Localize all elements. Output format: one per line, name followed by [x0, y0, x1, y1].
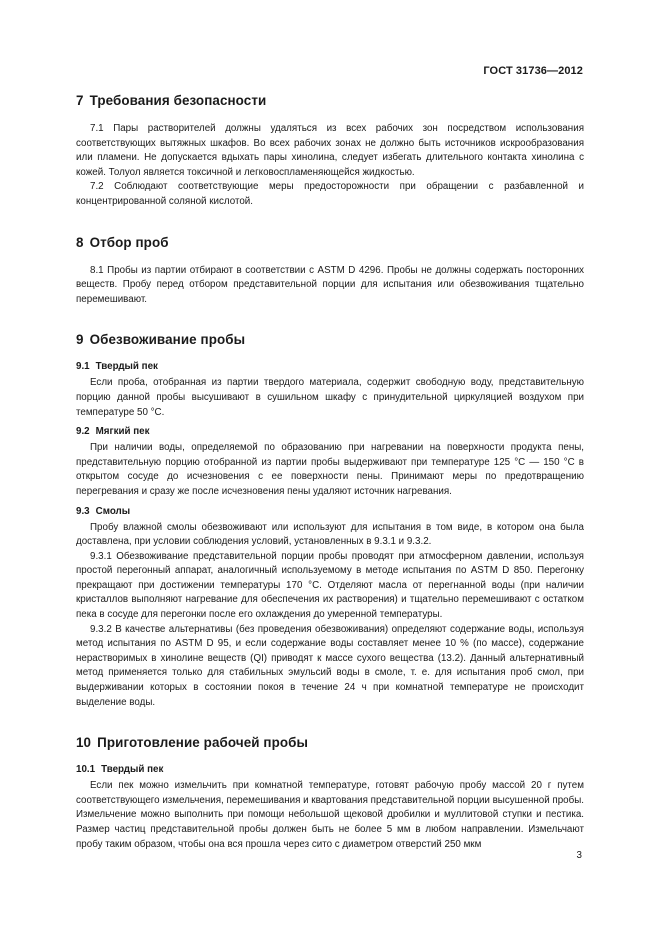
- section-title: Отбор проб: [89, 234, 169, 250]
- subsection-number: 9.3: [76, 505, 90, 517]
- section-9-heading: [76, 332, 584, 347]
- document-body: [76, 93, 584, 852]
- paragraph-9-1: Если проба, отобранная из партии твердого материала, содержит свободную воду, представительную порцию данной пробы высушивают в сушильном шкафу с принудительной циркуляцией воздухом при температуре 50 °С.: [76, 377, 584, 418]
- section-title: Требования безопасности: [89, 93, 267, 108]
- subsection-9-2-heading: [76, 426, 584, 437]
- subsection-10-1-heading: [76, 764, 584, 775]
- section-title: Приготовление рабочей пробы: [97, 735, 309, 751]
- subsection-9-3-heading: [76, 506, 584, 517]
- section-10-heading: [76, 735, 584, 750]
- paragraph-8-1: 8.1 Пробы из партии отбирают в соответствии с ASTM D 4296. Пробы не должны содержать посторонних веществ. Пробу перед отбором представительной порции для испытания или обезвоживания тщательно перемешивают.: [76, 264, 584, 305]
- paragraph-7-1: 7.1 Пары растворителей должны удаляться из всех рабочих зон посредством использования соответствующих вытяжных шкафов. Во всех рабочих зонах не должно быть источников искрообразования или пламени. Не допускается вдыхать пары хинолина, следует избегать длительного контакта хинолина с кожей. Толуол является токсичной и легковоспламеняющейся жидкостью.: [76, 123, 584, 178]
- subsection-title: Твердый пек: [95, 361, 158, 373]
- section-number: 9: [76, 332, 84, 348]
- paragraph-10-1: Если пек можно измельчить при комнатной температуре, готовят рабочую пробу массой 20 г путем соответствующего измельчения, перемешивания и квартования представительной порции высушенной пробы. Измельчение можно выполнить при помощи небольшой щековой дробилки и муллитовой ступки и пестика. Размер частиц представительной пробы должен быть не более 5 мм в любом направлении. Измельчают пробу таким образом, чтобы она вся прошла через сито с диаметром отверстий 250 мкм: [76, 780, 584, 850]
- subsection-title: Смолы: [95, 505, 131, 517]
- paragraph-9-3: Пробу влажной смолы обезвоживают или используют для испытания в том виде, в котором она была доставлена, при условии соблюдения условий, установленных в 9.3.1 и 9.3.2.: [76, 521, 584, 548]
- subsection-title: Мягкий пек: [95, 426, 150, 438]
- subsection-title: Твердый пек: [101, 764, 164, 776]
- subsection-9-1-heading: [76, 361, 584, 372]
- page-number: 3: [576, 850, 582, 861]
- paragraph-9-3-2: 9.3.2 В качестве альтернативы (без проведения обезвоживания) определяют содержание воды, используя метод испытания по ASTM D 95, и если содержание воды составляет менее 10 % (по массе), содержание нерастворимых в хинолине веществ (QI) приводят к массе сухого вещества (13.2). Данный альтернативный метод применяется только для стабильных эмульсий воды в смоле, т. е. для испытания проб смол, при выдерживании которых в состоянии покоя в течение 24 ч при комнатной температуре не происходит выделение воды.: [76, 623, 584, 708]
- paragraph-9-2: При наличии воды, определяемой по образованию при нагревании на поверхности продукта пены, представительную порцию отобранной из партии пробы выдерживают при температуре 125 °С — 150 °С в открытом сосуде до исчезновения с ее поверхности пены. Принимают меры по предотвращению перегревания и сразу же после исчезновения пены удаляют источник нагревания.: [76, 442, 584, 497]
- section-7-heading: [76, 93, 584, 108]
- section-number: 10: [76, 735, 92, 751]
- section-number: 8: [76, 234, 84, 250]
- standard-designation: ГОСТ 31736—2012: [483, 65, 583, 77]
- subsection-number: 10.1: [76, 764, 96, 776]
- section-title: Обезвоживание пробы: [89, 332, 246, 348]
- subsection-number: 9.1: [76, 361, 90, 373]
- section-8-heading: [76, 235, 584, 250]
- section-number: 7: [76, 93, 84, 108]
- paragraph-9-3-1: 9.3.1 Обезвоживание представительной порции пробы проводят при атмосферном давлении, используя простой перегонный аппарат, аналогичный используемому в методе испытания по ASTM D 850. Перегонку прекращают при достижении температуры 170 °С. Отделяют масла от перегнанной воды (при наличии кристаллов выполняют нагревание для обеспечения их растворения) и тщательно перемешивают с остатком пека в сосуде для перегонки после его охлаждения до умеренной температуры.: [76, 550, 584, 621]
- subsection-number: 9.2: [76, 426, 90, 438]
- paragraph-7-2: 7.2 Соблюдают соответствующие меры предосторожности при обращении с разбавленной и концентрированной соляной кислотой.: [76, 181, 584, 207]
